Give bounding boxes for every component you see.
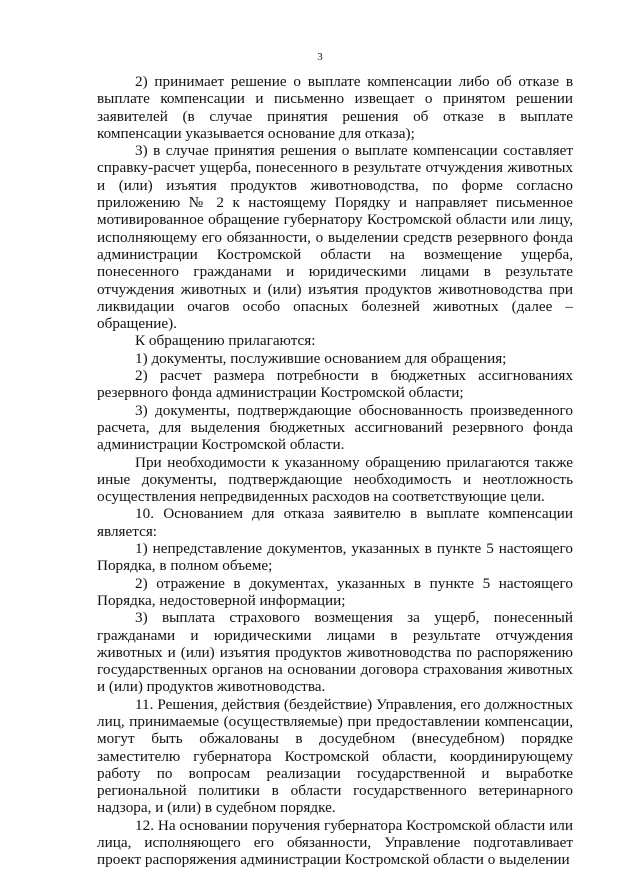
paragraph-refusal-ground-2: 2) отражение в документах, указанных в пункте 5 настоящего Порядка, недостоверной информации; xyxy=(97,574,573,609)
paragraph-attachment-1: 1) документы, послужившие основанием для обращения; xyxy=(135,349,507,367)
paragraph-damage-calculation: 3) в случае принятия решения о выплате компенсации составляет справку-расчет ущерба, понесенного в результате отчуждения животных и (или) изъятия продуктов животноводства, по форме согласно приложению № 2 к настоящему Порядку и направляет письменное мотивированное обращение губернатору Костромской области или лицу, исполняющему его обязанности, о выделении средств резервного фонда администрации Костромской области на возмещение ущерба, понесенного гражданами и юридическими лицами в результате отчуждения животных и (или) изъятия продуктов животноводства при ликвидации очагов особо опасных болезней животных (далее – обращение). xyxy=(97,142,573,333)
paragraph-attachments-heading: К обращению прилагаются: xyxy=(135,332,316,350)
paragraph-refusal-ground-3: 3) выплата страхового возмещения за ущерб, понесенный гражданами и юридическими лицами в результате отчуждения животных и (или) изъятия продуктов животноводства по распоряжению государственных органов на основании договора страхования животных и (или) продуктов животноводства. xyxy=(97,609,573,696)
paragraph-item-10-refusal-grounds: 10. Основанием для отказа заявителю в выплате компенсации является: xyxy=(97,505,573,540)
paragraph-item-11-appeal: 11. Решения, действия (бездействие) Управления, его должностных лиц, принимаемые (осуществляемые) при предоставлении компенсации, могут быть обжалованы в досудебном (внесудебном) порядке заместителю губернатора Костромской области, координирующему работу по вопросам реализации государственной и выработке региональной политики в области государственного ветеринарного надзора, и (или) в судебном порядке. xyxy=(97,695,573,817)
paragraph-attachment-2: 2) расчет размера потребности в бюджетных ассигнованиях резервного фонда администрации Костромской области; xyxy=(97,367,573,402)
paragraph-decision-notice: 2) принимает решение о выплате компенсации либо об отказе в выплате компенсации и письменно извещает о принятом решении заявителей (в случае принятия решения об отказе в выплате компенсации указывается основание для отказа); xyxy=(97,73,573,142)
paragraph-item-12-order: 12. На основании поручения губернатора Костромской области или лица, исполняющего его обязанности, Управление подготавливает проект распоряжения администрации Костромской области о выделении xyxy=(97,816,573,869)
paragraph-additional-documents: При необходимости к указанному обращению прилагаются также иные документы, подтверждающие необходимость и неотложность осуществления непредвиденных расходов на соответствующие цели. xyxy=(97,453,573,506)
page-number: 3 xyxy=(317,51,323,63)
paragraph-refusal-ground-1: 1) непредставление документов, указанных в пункте 5 настоящего Порядка, в полном объеме; xyxy=(97,540,573,575)
paragraph-attachment-3: 3) документы, подтверждающие обоснованность произведенного расчета, для выделения бюджетных ассигнований резервного фонда администрации Костромской области. xyxy=(97,401,573,454)
document-body xyxy=(97,73,573,869)
